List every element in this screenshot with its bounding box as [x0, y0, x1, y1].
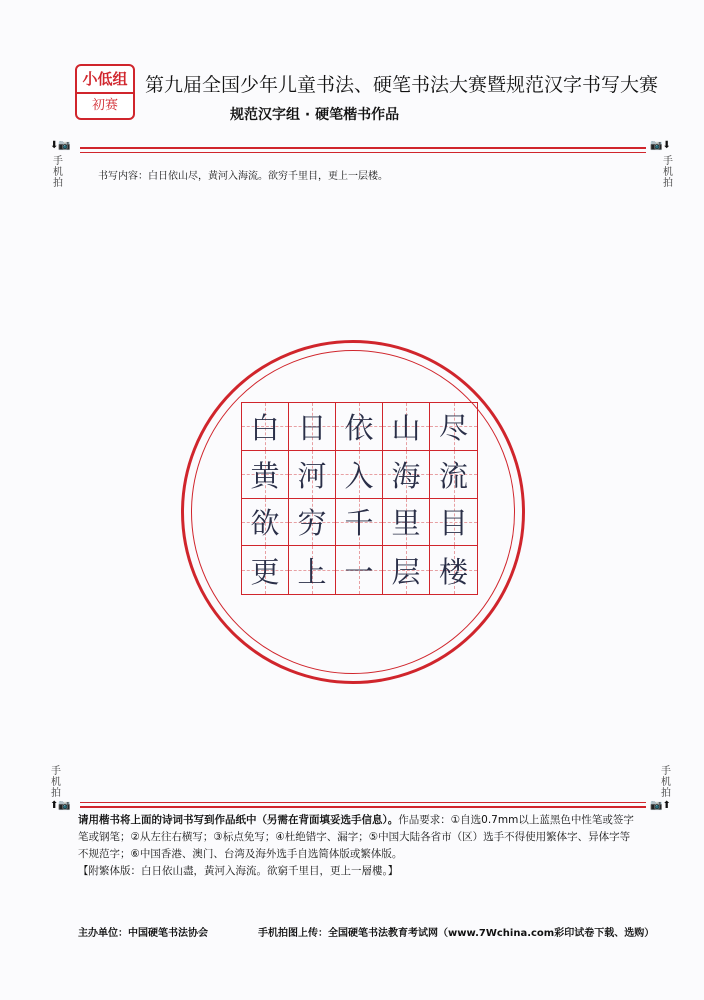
grid-cell: 海: [383, 451, 430, 499]
grid-cell: 尽: [430, 403, 477, 451]
page-subtitle: 规范汉字组 · 硬笔楷书作品: [230, 107, 400, 123]
photo-label-top-left: 手 机 拍: [53, 156, 63, 189]
grid-cell: 白: [242, 403, 289, 451]
grid-cell: 穷: [289, 499, 336, 547]
page-title: 第九届全国少年儿童书法、硬笔书法大赛暨规范汉字书写大赛: [145, 74, 659, 96]
grid-cell: 千: [336, 499, 383, 547]
instructions-body: 作品要求：①自选0.7mm以上蓝黑色中性笔或签字笔或钢笔；②从左往右横写；③标点免写；④杜绝错字、漏字；⑤中国大陆各省市（区）选手不得使用繁体字、异体字等不规范字；⑥中国香港、澳门、台湾及海外选手自选简体版或繁体版。: [78, 814, 634, 860]
grid-cell: 依: [336, 403, 383, 451]
header-divider-thin: [80, 152, 646, 153]
grid-cell: 上: [289, 546, 336, 594]
camera-icon: 📷⬆: [650, 800, 671, 811]
footer-organizer: 主办单位：中国硬笔书法协会: [78, 928, 208, 939]
writing-grid: [241, 402, 478, 595]
grid-cell: 河: [289, 451, 336, 499]
grid-cell: 流: [430, 451, 477, 499]
grid-cell: 更: [242, 546, 289, 594]
footer-divider-thin: [80, 802, 646, 803]
camera-icon: ⬇📷: [50, 140, 71, 151]
badge-group-label: 小低组: [77, 66, 133, 94]
group-badge: [75, 64, 135, 120]
instructions: [78, 812, 638, 880]
grid-cell: 里: [383, 499, 430, 547]
grid-cell: 楼: [430, 546, 477, 594]
grid-cell: 黄: [242, 451, 289, 499]
badge-stage-label: 初赛: [91, 98, 118, 113]
camera-icon: 📷⬇: [650, 140, 671, 151]
header-divider-thick: [80, 147, 646, 149]
footer-divider-thick: [80, 806, 646, 808]
grid-cell: 一: [336, 546, 383, 594]
camera-icon: ⬆📷: [50, 800, 71, 811]
grid-cell: 山: [383, 403, 430, 451]
grid-cell: 层: [383, 546, 430, 594]
footer-upload: 手机拍图上传：全国硬笔书法教育考试网（www.7Wchina.com彩印试卷下载、选购）: [258, 928, 655, 939]
grid-cell: 目: [430, 499, 477, 547]
photo-label-top-right: 手 机 拍: [663, 156, 673, 189]
photo-label-bottom-left: 手 机 拍: [51, 766, 61, 799]
instructions-traditional: 【附繁体版：白日依山盡，黃河入海流。欲窮千里目，更上一層樓。】: [78, 865, 399, 877]
grid-cell: 日: [289, 403, 336, 451]
photo-label-bottom-right: 手 机 拍: [661, 766, 671, 799]
grid-cell: 欲: [242, 499, 289, 547]
content-line: 书写内容：白日依山尽，黄河入海流。欲穷千里目，更上一层楼。: [98, 171, 388, 182]
instructions-lead: 请用楷书将上面的诗词书写到作品纸中（另需在背面填妥选手信息）。: [78, 814, 399, 826]
grid-cell: 入: [336, 451, 383, 499]
